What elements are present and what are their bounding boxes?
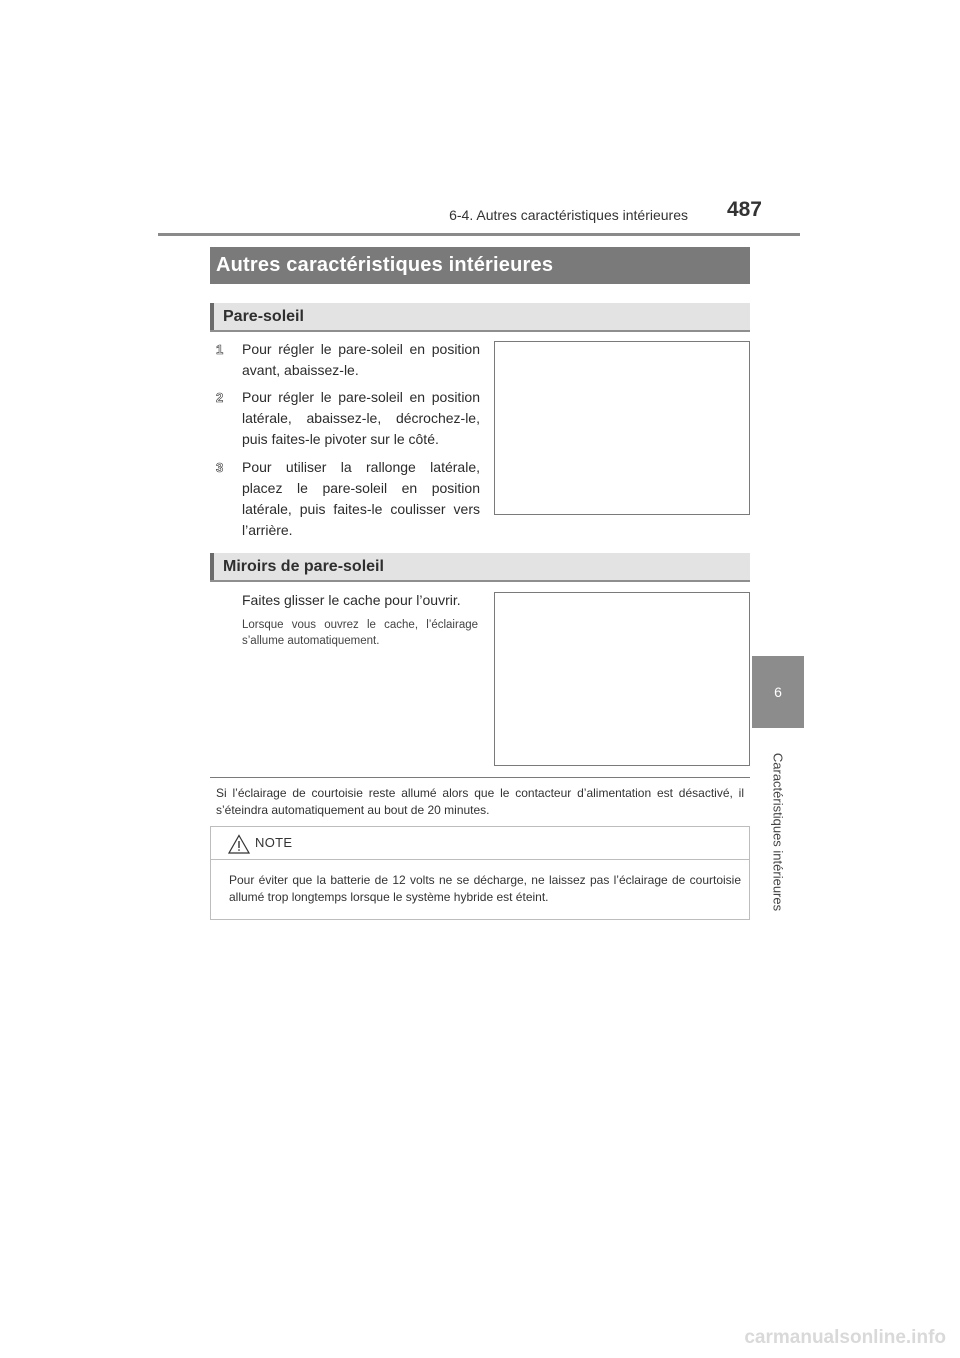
chapter-tab-label [766, 744, 790, 920]
section-heading-vanity-mirrors [210, 553, 750, 582]
step-item [216, 457, 480, 541]
note-text: Pour éviter que la batterie de 12 volts ne se décharge, ne laissez pas l’éclairage de courtoisie allumé trop longtemps lorsque le système hybride est éteint. [229, 873, 741, 904]
info-paragraph: Si l’éclairage de courtoisie reste allumé alors que le contacteur d’alimentation est désactivé, il s’éteindra automatiquement au bout de 20 minutes. [216, 786, 744, 817]
watermark: carmanualsonline.info [744, 1327, 946, 1348]
section-heading-text: Miroirs de pare-soleil [223, 558, 384, 575]
chapter-tab-number: 6 [752, 656, 804, 728]
step-text: Pour régler le pare-soleil en position avant, abaissez-le. [242, 341, 480, 378]
note-header [211, 827, 749, 860]
note-title: NOTE [255, 835, 293, 850]
header-rule [158, 233, 800, 236]
page-number: 487 [726, 198, 762, 221]
heading-accent [210, 553, 214, 580]
step-text: Pour régler le pare-soleil en position latérale, abaissez-le, décrochez-le, puis faites-le pivoter sur le côté. [242, 389, 480, 447]
info-rule [210, 777, 750, 778]
step-number: 1 [216, 342, 224, 357]
vanity-mirror-illustration [494, 592, 750, 766]
chapter-tab-label-text: Caractéristiques intérieures [770, 752, 786, 912]
step-item [216, 387, 480, 450]
heading-accent [210, 303, 214, 330]
step-text: Pour utiliser la rallonge latérale, placez le pare-soleil en position latérale, puis faites-le coulisser vers l’arrière. [242, 459, 480, 538]
section-heading-sun-visors [210, 303, 750, 332]
page-title: Autres caractéristiques intérieures [210, 247, 750, 284]
step-item [216, 339, 480, 381]
step-number: 2 [216, 390, 224, 405]
vanity-mirror-note: Lorsque vous ouvrez le cache, l’éclairage s’allume automatiquement. [242, 619, 478, 647]
vanity-mirror-instruction: Faites glisser le cache pour l’ouvrir. [242, 592, 461, 608]
section-heading-text: Pare-soleil [223, 308, 304, 325]
step-number: 3 [216, 460, 224, 475]
sun-visor-illustration [494, 341, 750, 515]
warning-icon [228, 834, 250, 854]
note-box [210, 826, 750, 920]
running-header-section: 6-4. Autres caractéristiques intérieures [449, 207, 688, 223]
